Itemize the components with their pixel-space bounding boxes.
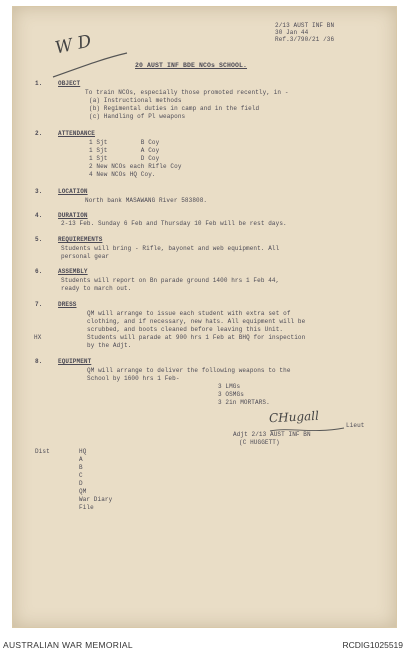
section-3-line: North bank MASAWANG River 583808. <box>85 197 208 204</box>
initials-underline <box>51 51 131 81</box>
section-2-line: 1 Sjt A Coy <box>89 147 160 154</box>
section-1-line: (a) Instructional methods <box>89 97 182 104</box>
archive-footer <box>0 632 409 654</box>
section-1-line: To train NCOs, especially those promoted recently, in - <box>85 89 289 96</box>
weapon-item: 3 OSMGs <box>218 391 244 398</box>
distribution-label: Dist <box>35 448 50 455</box>
section-7-line: clothing, and if necessary, new hats. All equipment will be <box>87 318 306 325</box>
distribution-item: HQ <box>79 448 87 455</box>
section-4-number: 4. <box>35 212 43 219</box>
section-7-line: QM will arrange to issue each student with extra set of <box>87 310 291 317</box>
section-6-line: Students will report on Bn parade ground 1400 hrs 1 Feb 44, <box>61 277 280 284</box>
section-1-line: (c) Handling of Pl weapons <box>89 113 186 120</box>
section-4-heading: DURATION <box>58 212 88 219</box>
section-8-heading: EQUIPMENT <box>58 358 92 365</box>
signoff-name: (C HUGGETT) <box>239 439 280 446</box>
distribution-item: A <box>79 456 83 463</box>
distribution-item: File <box>79 504 94 511</box>
section-6-line: ready to march out. <box>61 285 132 292</box>
distribution-item: B <box>79 464 83 471</box>
document-page <box>12 6 397 628</box>
distribution-item: D <box>79 480 83 487</box>
archive-name: AUSTRALIAN WAR MEMORIAL <box>3 640 133 650</box>
section-1-number: 1. <box>35 80 43 87</box>
section-6-heading: ASSEMBLY <box>58 268 88 275</box>
section-2-line: 4 New NCOs HQ Coy. <box>89 171 156 178</box>
section-7-line: scrubbed, and boots cleaned before leaving this Unit. <box>87 326 284 333</box>
section-5-line: personal gear <box>61 253 110 260</box>
section-2-heading: ATTENDANCE <box>58 130 96 137</box>
section-2-line: 2 New NCOs each Rifle Coy <box>89 163 182 170</box>
section-1-heading: OBJECT <box>58 80 81 87</box>
section-7-heading: DRESS <box>58 301 77 308</box>
weapon-item: 3 2in MORTARS. <box>218 399 270 406</box>
ref-unit: 2/13 AUST INF BN <box>275 22 335 29</box>
document-title: 20 AUST INF BDE NCOs SCHOOL. <box>135 62 248 69</box>
handwritten-signature: CHugall <box>268 408 320 426</box>
section-2-number: 2. <box>35 130 43 137</box>
weapon-item: 3 LMGs <box>218 383 241 390</box>
ref-date: 30 Jan 44 <box>275 29 309 36</box>
section-3-number: 3. <box>35 188 43 195</box>
section-2-line: 1 Sjt B Coy <box>89 139 160 146</box>
section-8-number: 8. <box>35 358 43 365</box>
section-5-line: Students will bring - Rifle, bayonet and web equipment. All <box>61 245 280 252</box>
distribution-item: C <box>79 472 83 479</box>
section-2-line: 1 Sjt D Coy <box>89 155 160 162</box>
section-4-line: 2-13 Feb. Sunday 6 Feb and Thursday 10 Feb will be rest days. <box>61 220 287 227</box>
section-7-line: Students will parade at 900 hrs 1 Feb at BHQ for inspection <box>87 334 306 341</box>
archive-id: RCDIG1025519 <box>342 640 403 650</box>
section-1-line: (b) Regimental duties in camp and in the field <box>89 105 260 112</box>
handwritten-initials: W D <box>53 31 94 59</box>
signoff-title: Adjt 2/13 AUST INF BN <box>233 431 311 438</box>
distribution-item: War Diary <box>79 496 113 503</box>
margin-note: HX <box>34 334 42 341</box>
distribution-item: QM <box>79 488 87 495</box>
section-5-heading: REQUIREMENTS <box>58 236 103 243</box>
section-5-number: 5. <box>35 236 43 243</box>
section-7-line: by the Adjt. <box>87 342 132 349</box>
ref-number: Ref.3/790/21 /36 <box>275 36 335 43</box>
section-3-heading: LOCATION <box>58 188 88 195</box>
section-7-number: 7. <box>35 301 43 308</box>
section-8-line: QM will arrange to deliver the following weapons to the <box>87 367 291 374</box>
signoff-rank: Lieut <box>346 422 365 429</box>
section-6-number: 6. <box>35 268 43 275</box>
section-8-line: School by 1600 hrs 1 Feb- <box>87 375 180 382</box>
